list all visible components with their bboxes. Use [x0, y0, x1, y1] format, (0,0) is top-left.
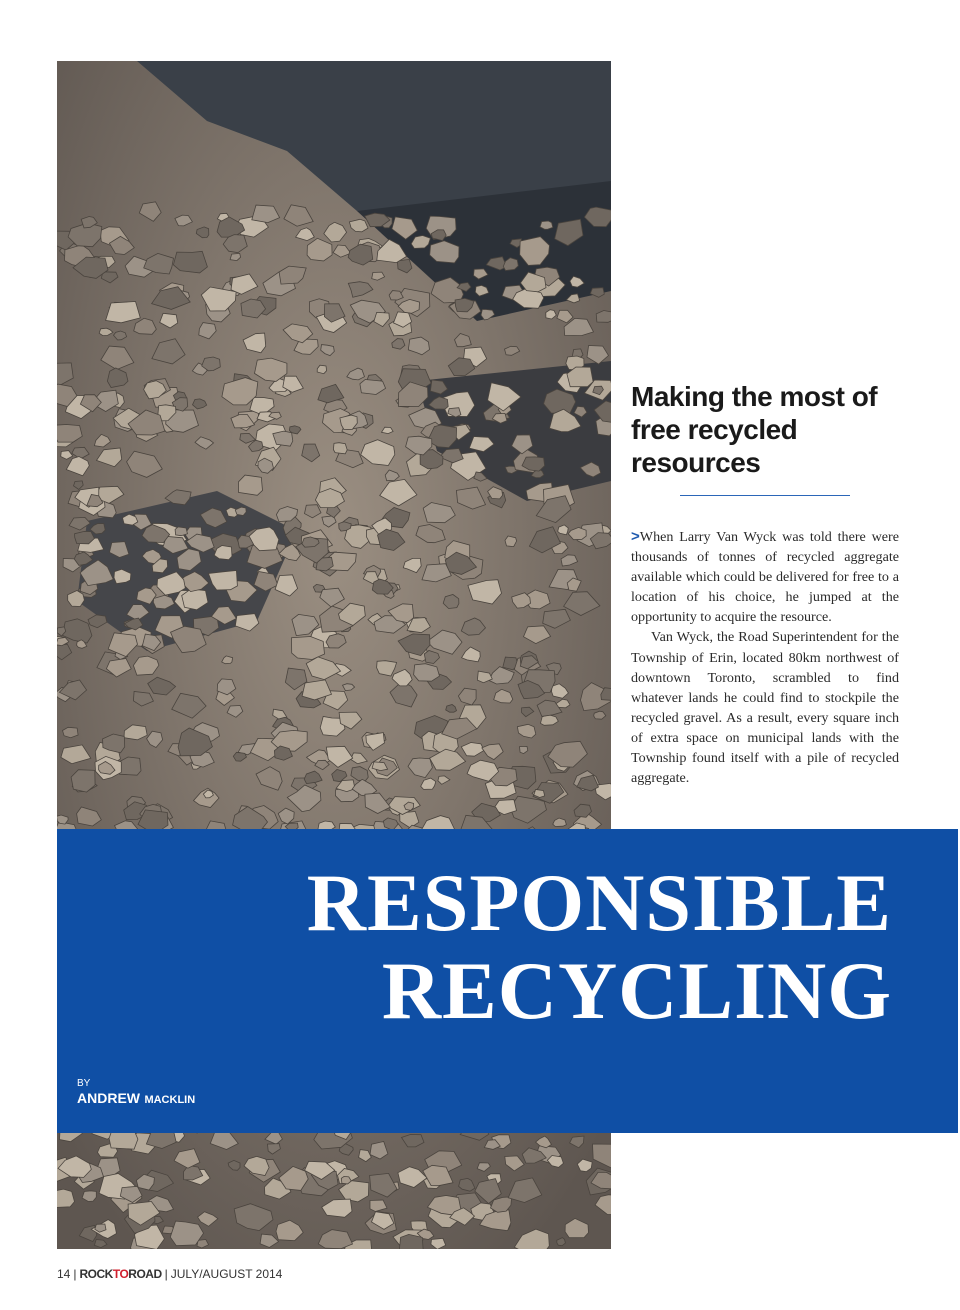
magazine-logo: ROCKTOROAD	[79, 1267, 162, 1281]
title-line-2: RECYCLING	[381, 945, 892, 1036]
article-body	[631, 527, 899, 788]
byline-label: BY	[77, 1078, 91, 1089]
page-number: 14	[57, 1267, 71, 1281]
page-footer: 14 | ROCKTOROAD | JULY/AUGUST 2014	[57, 1267, 283, 1281]
issue-date: JULY/AUGUST 2014	[170, 1267, 283, 1281]
byline	[77, 1078, 195, 1108]
article-headline: Making the most of free recycled resources	[631, 381, 878, 478]
title-line-1: RESPONSIBLE	[306, 857, 892, 948]
lead-marker: >	[631, 528, 640, 545]
paragraph-1	[631, 527, 899, 627]
title-banner	[57, 829, 958, 1133]
article-title	[307, 859, 892, 1035]
paragraph-1-text: When Larry Van Wyck was told there were thousands of tonnes of recycled aggregate available which could be delivered for free to a location of his choice, he jumped at the opportunity to acquire the resource.	[631, 529, 899, 626]
author-first-name: ANDREW	[77, 1090, 140, 1106]
headline-divider	[680, 495, 850, 496]
paragraph-2: Van Wyck, the Road Superintendent for the Township of Erin, located 80km northwest of downtown Toronto, scrambled to find whatever lands he could find to stockpile the recycled gravel. As a result, every square inch of extra space on municipal lands with the Township found itself with a pile of recycled aggregate.	[631, 629, 899, 787]
author-last-name: MACKLIN	[144, 1094, 196, 1106]
